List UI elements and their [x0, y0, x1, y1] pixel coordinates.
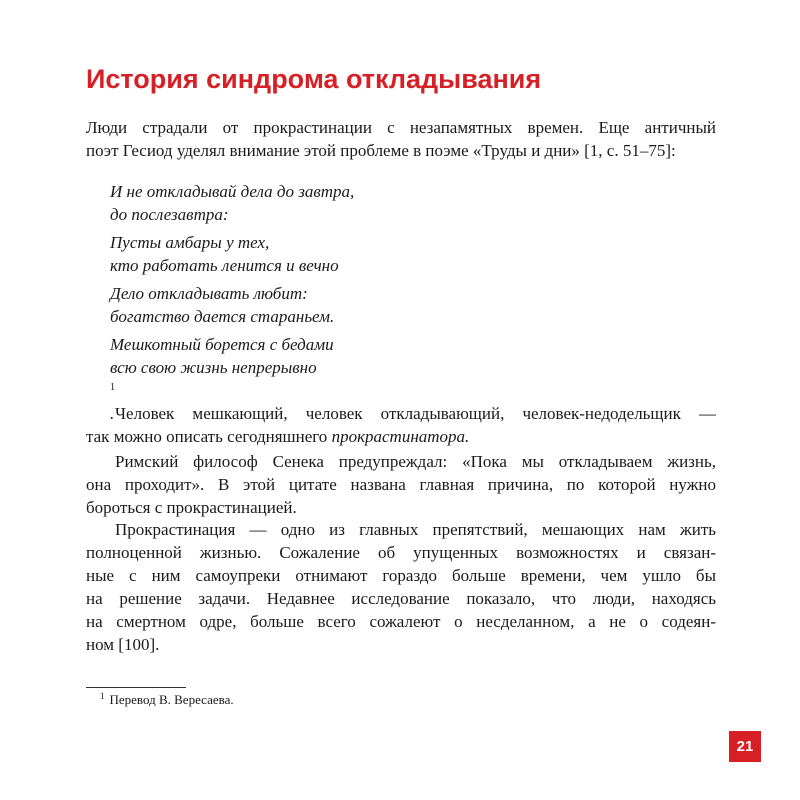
poem-stanza — [110, 282, 354, 328]
poem-line: кто работать ленится и вечно — [110, 256, 339, 275]
text-line: ные с ним самоупреки отнимают гораздо больше времени, чем ушло бы — [86, 566, 716, 585]
poem-line-text: всю свою жизнь непрерывно — [110, 358, 317, 377]
footnote-reference[interactable]: 1 — [110, 382, 115, 393]
text-line — [86, 425, 716, 448]
poem-line: Дело откладывать любит: — [110, 284, 308, 303]
poem-stanza — [110, 180, 354, 226]
page-number-badge: 21 — [729, 731, 761, 762]
poem-end-punct: . — [110, 404, 115, 423]
body-paragraph — [86, 518, 716, 656]
footnote — [100, 690, 234, 710]
intro-paragraph — [86, 116, 716, 162]
text-line: поэт Гесиод уделял внимание этой проблеме в поэме «Труды и дни» [1, с. 51–75]: — [86, 141, 676, 160]
poem-quote — [110, 180, 354, 430]
page-title: История синдрома откладывания — [86, 64, 542, 94]
footnote-divider — [86, 687, 186, 688]
text-line: она проходит». В этой цитате названа главная причина, по которой нужно — [86, 475, 716, 494]
text-line: Люди страдали от прокрастинации с незапамятных времен. Еще античный — [86, 118, 716, 137]
emphasized-term: прокрастинатора. — [331, 427, 470, 446]
footnote-mark: 1 — [100, 691, 105, 701]
text-line: на решение задачи. Недавнее исследование показало, что люди, находясь — [86, 589, 716, 608]
poem-line: Мешкотный борется с бедами — [110, 335, 334, 354]
poem-line: богатство дается стараньем. — [110, 307, 335, 326]
text-line: бороться с прокрастинацией. — [86, 498, 297, 517]
poem-stanza — [110, 231, 354, 277]
text-line: Человек мешкающий, человек откладывающий, человек-недодельщик — — [115, 404, 716, 423]
footnote-text: Перевод В. Вересаева. — [109, 692, 234, 707]
text-line: Прокрастинация — одно из главных препятствий, мешающих нам жить — [115, 520, 716, 539]
text-run: так можно описать сегодняшнего — [86, 427, 332, 446]
text-line: на смертном одре, больше всего сожалеют о несделанном, а не о содеян- — [86, 612, 716, 631]
body-paragraph — [86, 450, 716, 519]
poem-line: Пусты амбары у тех, — [110, 233, 270, 252]
poem-line: И не откладывай дела до завтра, — [110, 182, 355, 201]
body-paragraph — [86, 402, 716, 448]
text-line: ном [100]. — [86, 635, 160, 654]
text-line: Римский философ Сенека предупреждал: «Пока мы откладываем жизнь, — [115, 452, 716, 471]
text-line: полноценной жизнью. Сожаление об упущенных возможностях и связан- — [86, 543, 716, 562]
poem-line: до послезавтра: — [110, 205, 229, 224]
